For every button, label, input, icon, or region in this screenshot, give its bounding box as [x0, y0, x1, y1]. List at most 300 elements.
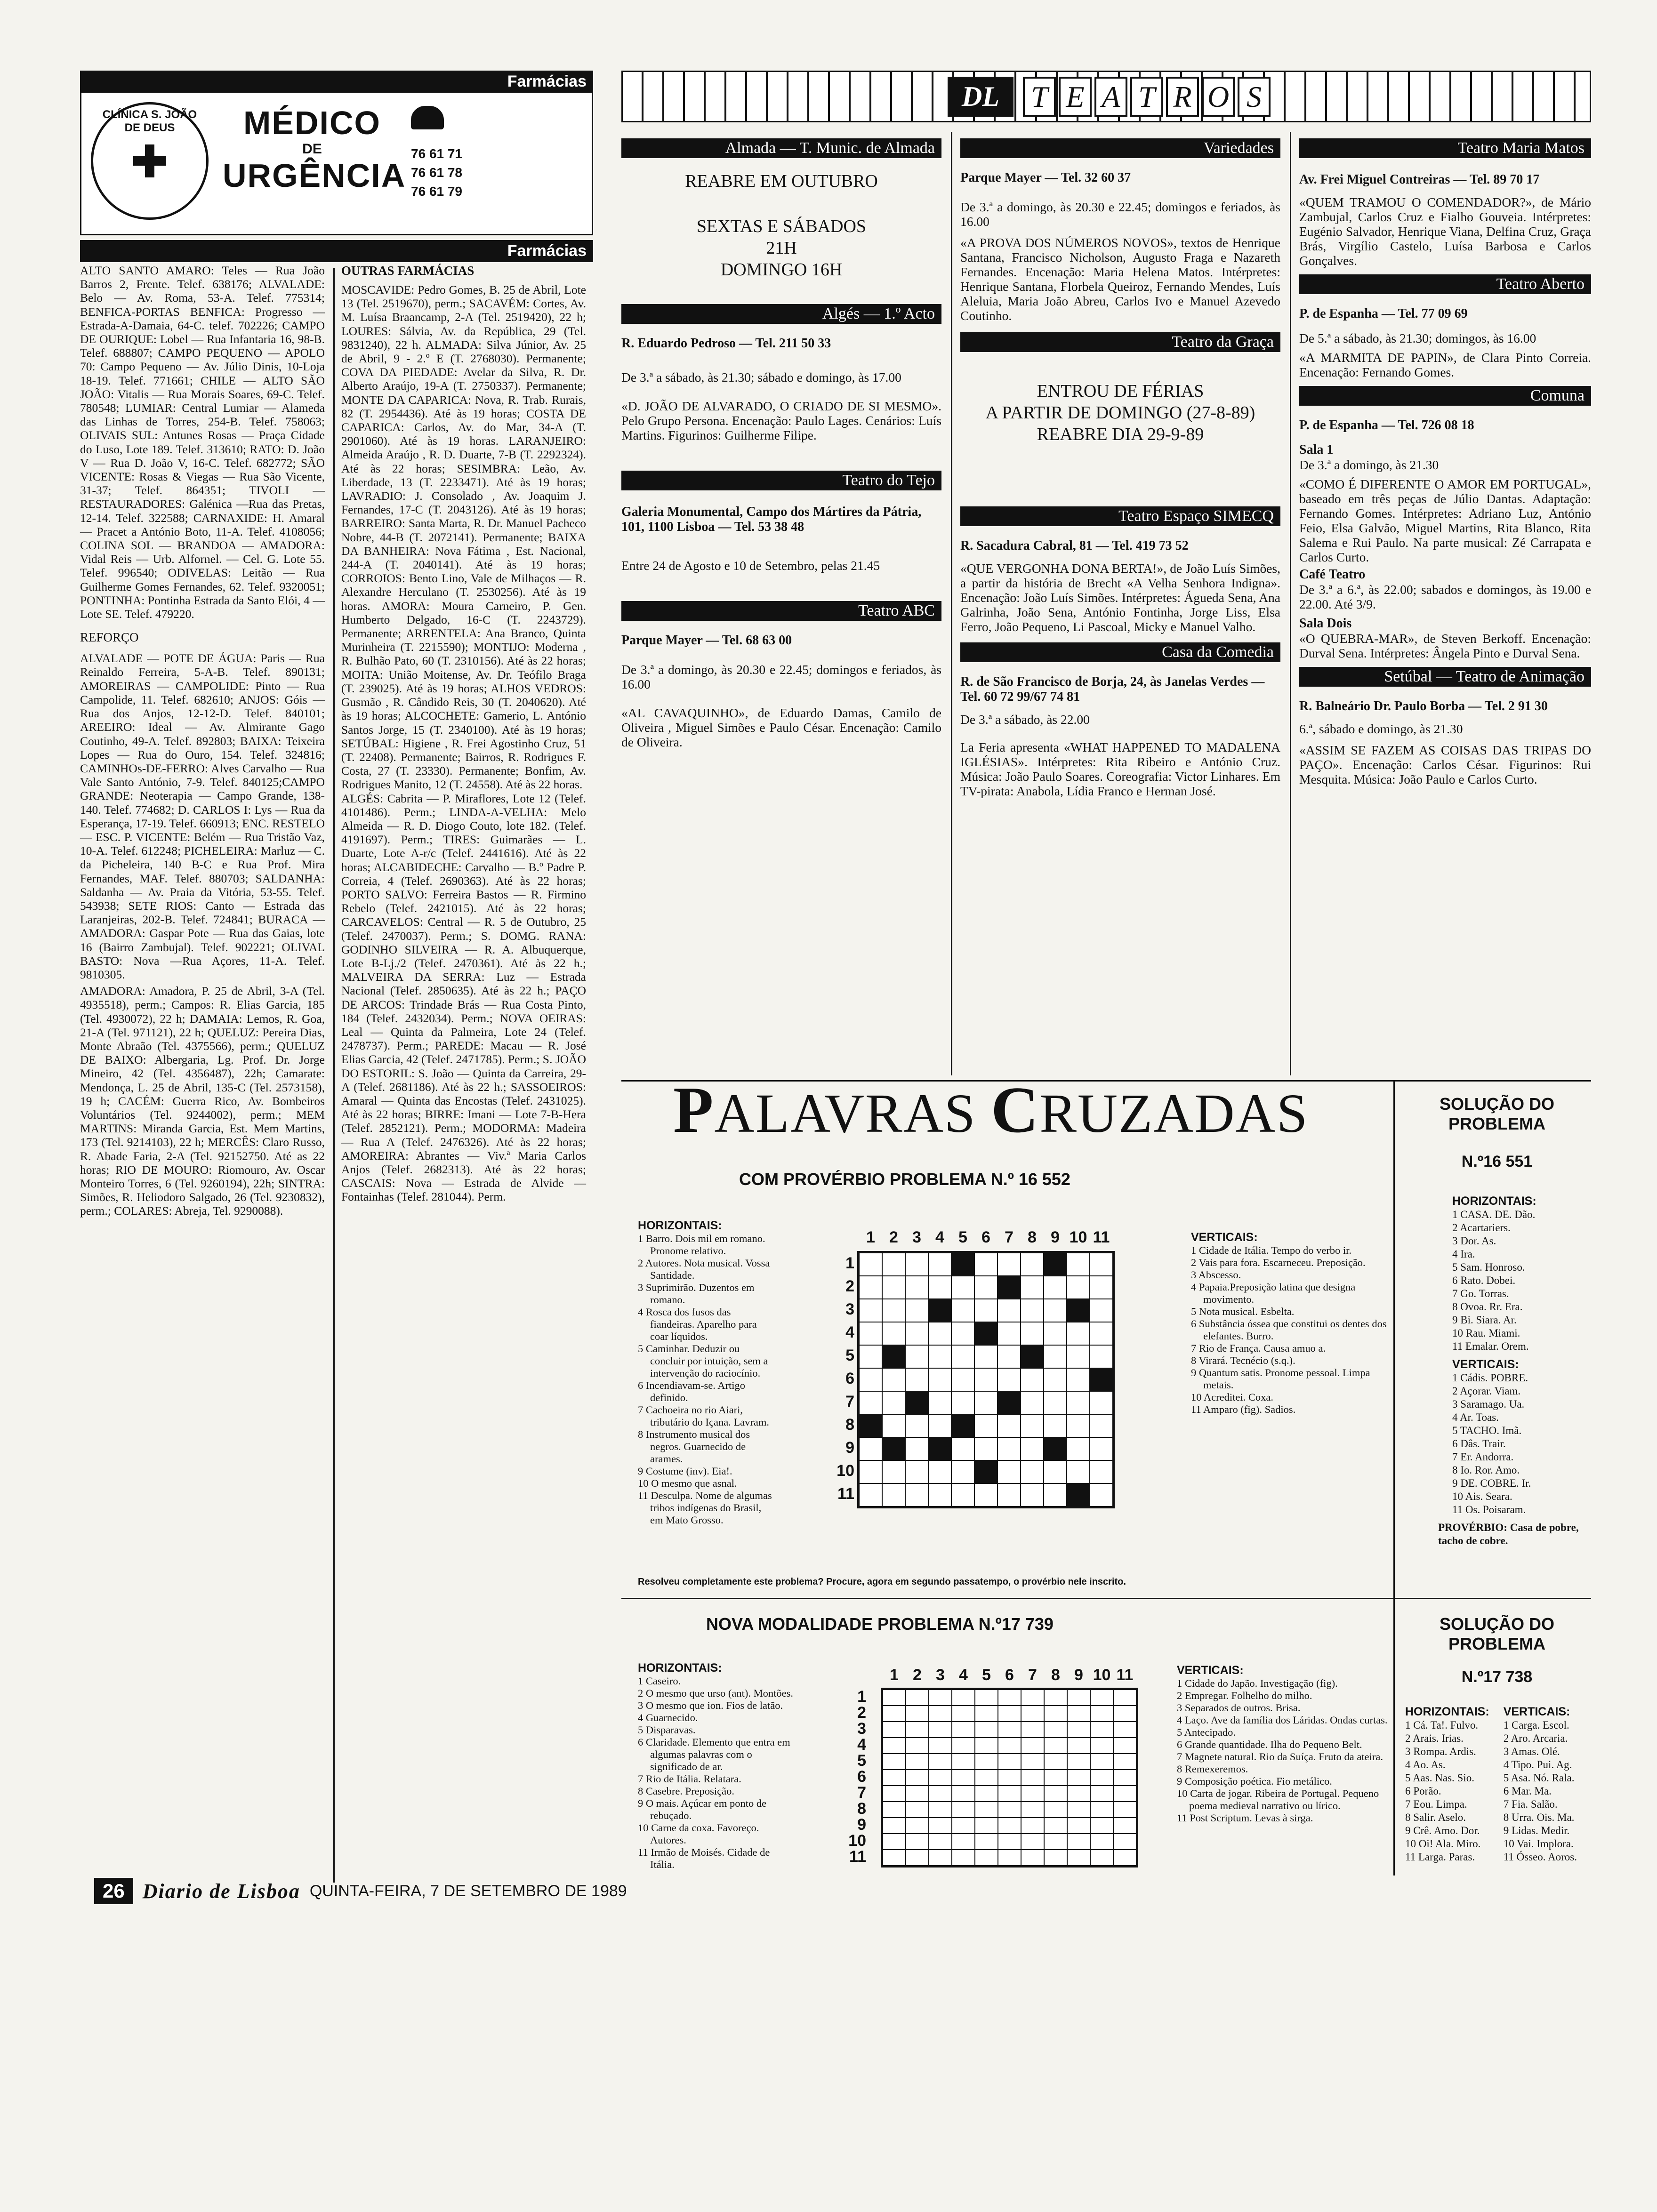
row-number: 8 [845, 1416, 854, 1434]
grid-cell[interactable] [1067, 1690, 1090, 1706]
grid-cell[interactable] [928, 1414, 951, 1437]
grid-cell[interactable] [1090, 1414, 1113, 1437]
grid-cell[interactable] [951, 1460, 974, 1483]
grid-cell[interactable] [883, 1770, 906, 1786]
grid-cell[interactable] [1090, 1850, 1113, 1866]
alges-body: «D. JOÃO DE ALVARADO, O CRIADO DE SI MESMO». Pelo Grupo Persona. Encenação: Paulo Lages. Cenários: Luís Martins. Figurinos: Guilherme Filipe. [621, 399, 941, 442]
grid-cell[interactable] [1067, 1460, 1090, 1483]
grid-cell[interactable] [1067, 1483, 1090, 1507]
grid-cell[interactable] [1067, 1722, 1090, 1738]
grid-cell[interactable] [998, 1802, 1021, 1818]
grid-cell[interactable] [1021, 1754, 1044, 1770]
comedia-hours: De 3.ª a sábado, às 22.00 [960, 712, 1090, 727]
grid-cell[interactable] [882, 1276, 905, 1299]
grid-cell[interactable] [1044, 1722, 1067, 1738]
grid-cell[interactable] [1021, 1834, 1044, 1850]
clue-item: 9 Quantum satis. Pronome pessoal. Limpa metais. [1191, 1367, 1370, 1391]
grid-cell[interactable] [997, 1368, 1021, 1391]
grid-cell[interactable] [952, 1738, 975, 1754]
grid-cell[interactable] [859, 1437, 882, 1460]
grid-cell[interactable] [883, 1834, 906, 1850]
grid-cell[interactable] [859, 1460, 882, 1483]
grid-cell[interactable] [1113, 1770, 1136, 1786]
grid-cell[interactable] [1021, 1345, 1044, 1368]
grid-cell[interactable] [1067, 1818, 1090, 1834]
grid-cell[interactable] [905, 1460, 928, 1483]
grid-cell[interactable] [905, 1299, 928, 1322]
grid-cell[interactable] [951, 1391, 974, 1414]
cw2-vertical-clues [1177, 1664, 1393, 1824]
grid-cell[interactable] [1044, 1253, 1067, 1276]
grid-cell[interactable] [1044, 1706, 1067, 1722]
column-number: 1 [866, 1228, 875, 1246]
grid-cell[interactable] [883, 1706, 906, 1722]
grid-cell[interactable] [929, 1850, 952, 1866]
grid-cell[interactable] [1090, 1437, 1113, 1460]
grid-cell[interactable] [1067, 1850, 1090, 1866]
grid-cell[interactable] [974, 1368, 997, 1391]
grid-cell[interactable] [974, 1483, 997, 1507]
grid-cell[interactable] [952, 1834, 975, 1850]
grid-cell[interactable] [1067, 1414, 1090, 1437]
heading-letter: O [1202, 77, 1235, 117]
grid-cell[interactable] [859, 1368, 882, 1391]
grid-cell[interactable] [1044, 1770, 1067, 1786]
grid-cell[interactable] [1090, 1391, 1113, 1414]
grid-cell[interactable] [1067, 1391, 1090, 1414]
clue-item: 8 Remexeremos. [1177, 1763, 1248, 1775]
grid-cell[interactable] [882, 1253, 905, 1276]
grid-cell[interactable] [1113, 1754, 1136, 1770]
grid-cell[interactable] [883, 1722, 906, 1738]
grid-cell[interactable] [1044, 1437, 1067, 1460]
grid-cell[interactable] [906, 1770, 929, 1786]
grid-cell[interactable] [998, 1754, 1021, 1770]
grid-cell[interactable] [928, 1253, 951, 1276]
grid-cell[interactable] [906, 1722, 929, 1738]
grid-cell[interactable] [1090, 1738, 1113, 1754]
grid-cell[interactable] [906, 1690, 929, 1706]
grid-cell[interactable] [882, 1299, 905, 1322]
grid-cell[interactable] [1044, 1738, 1067, 1754]
grid-cell[interactable] [975, 1722, 998, 1738]
grid-cell[interactable] [952, 1754, 975, 1770]
grid-cell[interactable] [1090, 1818, 1113, 1834]
grid-cell[interactable] [951, 1414, 974, 1437]
proverb-note: Resolveu completamente este problema? Procure, agora em segundo passatempo, o provérbio nele inscrito. [638, 1577, 1126, 1587]
grid-cell[interactable] [1090, 1770, 1113, 1786]
grid-cell[interactable] [1021, 1738, 1044, 1754]
grid-cell[interactable] [859, 1253, 882, 1276]
column-divider [1290, 132, 1291, 1075]
grid-cell[interactable] [951, 1437, 974, 1460]
grid-cell[interactable] [974, 1437, 997, 1460]
grid-cell[interactable] [997, 1483, 1021, 1507]
grid-cell[interactable] [906, 1818, 929, 1834]
solution-item: 2 Açorar. Viam. [1452, 1385, 1521, 1397]
verticais-heading: VERTICAIS: [1177, 1664, 1244, 1677]
grid-cell[interactable] [1090, 1322, 1113, 1345]
grid-cell[interactable] [952, 1802, 975, 1818]
grid-cell[interactable] [974, 1276, 997, 1299]
grid-cell[interactable] [1090, 1722, 1113, 1738]
grid-cell[interactable] [1067, 1276, 1090, 1299]
grid-cell[interactable] [974, 1391, 997, 1414]
grid-cell[interactable] [928, 1483, 951, 1507]
grid-cell[interactable] [1021, 1818, 1044, 1834]
grid-cell[interactable] [1044, 1850, 1067, 1866]
grid-cell[interactable] [929, 1738, 952, 1754]
grid-cell[interactable] [998, 1770, 1021, 1786]
grid-cell[interactable] [1021, 1437, 1044, 1460]
grid-cell[interactable] [906, 1738, 929, 1754]
grid-cell[interactable] [1067, 1834, 1090, 1850]
grid-cell[interactable] [1021, 1299, 1044, 1322]
crossword-grid[interactable] [857, 1251, 1115, 1508]
grid-cell[interactable] [859, 1391, 882, 1414]
grid-cell[interactable] [905, 1391, 928, 1414]
grid-cell[interactable] [1067, 1770, 1090, 1786]
grid-cell[interactable] [998, 1706, 1021, 1722]
grid-cell[interactable] [928, 1299, 951, 1322]
grid-cell[interactable] [951, 1483, 974, 1507]
grid-cell[interactable] [929, 1818, 952, 1834]
grid-cell[interactable] [906, 1754, 929, 1770]
column-number: 8 [1028, 1228, 1037, 1246]
grid-cell[interactable] [1067, 1738, 1090, 1754]
grid-cell[interactable] [1044, 1802, 1067, 1818]
clue-item: 3 Suprimirão. Duzentos em romano. [638, 1282, 755, 1306]
phone-numbers [411, 144, 462, 201]
grid-cell[interactable] [1090, 1706, 1113, 1722]
grid-cell[interactable] [975, 1850, 998, 1866]
grid-cell[interactable] [997, 1276, 1021, 1299]
grid-cell[interactable] [997, 1391, 1021, 1414]
aberto-body: «A MARMITA DE PAPIN», de Clara Pinto Correia. Encenação: Fernando Gomes. [1299, 350, 1591, 379]
grid-cell[interactable] [1090, 1483, 1113, 1507]
row-number: 7 [857, 1784, 866, 1802]
grid-cell[interactable] [1113, 1706, 1136, 1722]
grid-cell[interactable] [883, 1738, 906, 1754]
grid-cell[interactable] [998, 1786, 1021, 1802]
grid-cell[interactable] [997, 1322, 1021, 1345]
grid-cell[interactable] [952, 1690, 975, 1706]
grid-cell[interactable] [1113, 1722, 1136, 1738]
grid-cell[interactable] [975, 1786, 998, 1802]
grid-cell[interactable] [952, 1818, 975, 1834]
grid-cell[interactable] [1067, 1368, 1090, 1391]
grid-cell[interactable] [1090, 1368, 1113, 1391]
clue-item: 1 Caseiro. [638, 1675, 681, 1687]
grid-cell[interactable] [952, 1770, 975, 1786]
grid-cell[interactable] [974, 1414, 997, 1437]
grid-cell[interactable] [974, 1253, 997, 1276]
grid-cell[interactable] [951, 1253, 974, 1276]
problem-17739-title: NOVA MODALIDADE PROBLEMA N.º17 739 [706, 1614, 1054, 1634]
clue-item: 10 Acreditei. Coxa. [1191, 1391, 1273, 1403]
grid-cell[interactable] [997, 1414, 1021, 1437]
grid-cell[interactable] [905, 1368, 928, 1391]
solution-item: 3 Dor. As. [1452, 1235, 1496, 1247]
grid-cell[interactable] [1067, 1437, 1090, 1460]
grid-cell[interactable] [998, 1690, 1021, 1706]
grid-cell[interactable] [974, 1299, 997, 1322]
grid-cell[interactable] [905, 1345, 928, 1368]
grid-cell[interactable] [1090, 1253, 1113, 1276]
grid-cell[interactable] [1090, 1690, 1113, 1706]
grid-cell[interactable] [883, 1850, 906, 1866]
grid-cell[interactable] [1067, 1754, 1090, 1770]
solution-item: 1 Carga. Escol. [1503, 1719, 1569, 1731]
grid-cell[interactable] [1044, 1483, 1067, 1507]
grid-cell[interactable] [1090, 1276, 1113, 1299]
grid-cell[interactable] [1021, 1770, 1044, 1786]
grid-cell[interactable] [1044, 1690, 1067, 1706]
grid-cell[interactable] [975, 1818, 998, 1834]
grid-cell[interactable] [952, 1722, 975, 1738]
column-number: 11 [1116, 1666, 1134, 1684]
row-number: 5 [857, 1752, 866, 1770]
grid-cell[interactable] [859, 1299, 882, 1322]
grid-cell[interactable] [1021, 1850, 1044, 1866]
clue-item: 1 Barro. Dois mil em romano. Pronome relativo. [638, 1233, 765, 1257]
grid-cell[interactable] [1044, 1834, 1067, 1850]
grid-cell[interactable] [997, 1437, 1021, 1460]
grid-cell[interactable] [1021, 1253, 1044, 1276]
solution-item: 6 Rato. Dobei. [1452, 1274, 1516, 1286]
grid-cell[interactable] [951, 1322, 974, 1345]
grid-cell[interactable] [906, 1802, 929, 1818]
grid-cell[interactable] [1090, 1834, 1113, 1850]
grid-cell[interactable] [998, 1738, 1021, 1754]
grid-cell[interactable] [951, 1299, 974, 1322]
grid-cell[interactable] [928, 1460, 951, 1483]
grid-cell[interactable] [1067, 1299, 1090, 1322]
page-footer [94, 1877, 1506, 1905]
grid-cell[interactable] [928, 1322, 951, 1345]
grid-cell[interactable] [1113, 1738, 1136, 1754]
grid-cell[interactable] [883, 1786, 906, 1802]
grid-cell[interactable] [859, 1276, 882, 1299]
mariamatos-address: Av. Frei Miguel Contreiras — Tel. 89 70 17 [1299, 172, 1540, 187]
grid-cell[interactable] [1021, 1276, 1044, 1299]
grid-cell[interactable] [1044, 1345, 1067, 1368]
grid-cell[interactable] [1090, 1299, 1113, 1322]
grid-cell[interactable] [882, 1322, 905, 1345]
row-number: 6 [845, 1370, 854, 1387]
grid-cell[interactable] [1113, 1690, 1136, 1706]
grid-cell[interactable] [1021, 1786, 1044, 1802]
grid-cell[interactable] [1090, 1802, 1113, 1818]
grid-cell[interactable] [1021, 1706, 1044, 1722]
grid-cell[interactable] [997, 1345, 1021, 1368]
grid-cell[interactable] [882, 1460, 905, 1483]
grid-cell[interactable] [1067, 1322, 1090, 1345]
grid-cell[interactable] [928, 1345, 951, 1368]
grid-cell[interactable] [882, 1483, 905, 1507]
grid-cell[interactable] [929, 1722, 952, 1738]
grid-cell[interactable] [1021, 1368, 1044, 1391]
grid-cell[interactable] [859, 1322, 882, 1345]
grid-cell[interactable] [906, 1834, 929, 1850]
grid-cell[interactable] [1044, 1368, 1067, 1391]
grid-cell[interactable] [859, 1345, 882, 1368]
grid-cell[interactable] [859, 1483, 882, 1507]
grid-cell[interactable] [1067, 1802, 1090, 1818]
grid-cell[interactable] [975, 1834, 998, 1850]
grid-cell[interactable] [1113, 1818, 1136, 1834]
grid-cell[interactable] [1044, 1299, 1067, 1322]
grid-cell[interactable] [1090, 1345, 1113, 1368]
column-divider [1393, 1080, 1395, 1875]
grid-cell[interactable] [1021, 1483, 1044, 1507]
column-number: 11 [1093, 1228, 1110, 1246]
variedades-body: «A PROVA DOS NÚMEROS NOVOS», textos de Henrique Santana, Francisco Nicholson, Augusto Fraga e Nazareth Fernandes. Encenação: Maria Helena Matos. Intérpretes: Henrique Santana, Florbela Queiroz, Fernando Mendes, Luís Aleluia, Maria João Abreu, Carlos Ivo e Manuel Azevedo Coutinho. [960, 235, 1280, 323]
grid-cell[interactable] [1090, 1754, 1113, 1770]
grid-cell[interactable] [1021, 1690, 1044, 1706]
grid-cell[interactable] [1090, 1786, 1113, 1802]
clue-list [1177, 1677, 1393, 1824]
grid-cell[interactable] [952, 1850, 975, 1866]
grid-cell[interactable] [974, 1345, 997, 1368]
clue-item: 5 Disparavas. [638, 1724, 696, 1736]
grid-cell[interactable] [905, 1437, 928, 1460]
grid-cell[interactable] [1021, 1322, 1044, 1345]
grid-cell[interactable] [883, 1802, 906, 1818]
grid-cell[interactable] [1021, 1414, 1044, 1437]
aberto-bar: Teatro Aberto [1299, 274, 1591, 294]
grid-cell[interactable] [929, 1690, 952, 1706]
row-number: 1 [857, 1688, 866, 1706]
grid-cell[interactable] [975, 1690, 998, 1706]
solution-verticais: VERTICAIS: [1503, 1705, 1570, 1718]
aberto-address: P. de Espanha — Tel. 77 09 69 [1299, 306, 1468, 321]
masthead: Diario de Lisboa [142, 1879, 300, 1903]
grid-cell[interactable] [1067, 1345, 1090, 1368]
grid-cell[interactable] [998, 1834, 1021, 1850]
grid-cell[interactable] [1044, 1322, 1067, 1345]
grid-cell[interactable] [906, 1786, 929, 1802]
heading-letter: E [1059, 77, 1092, 117]
grid-cell[interactable] [952, 1706, 975, 1722]
grid-cell[interactable] [952, 1786, 975, 1802]
grid-cell[interactable] [882, 1345, 905, 1368]
grid-cell[interactable] [883, 1690, 906, 1706]
grid-cell[interactable] [883, 1754, 906, 1770]
grid-cell[interactable] [1021, 1802, 1044, 1818]
solution-item: 6 Porão. [1405, 1785, 1441, 1797]
grid-cell[interactable] [859, 1414, 882, 1437]
grid-cell[interactable] [929, 1706, 952, 1722]
grid-cell[interactable] [882, 1414, 905, 1437]
grid-cell[interactable] [906, 1706, 929, 1722]
row-number: 10 [848, 1832, 866, 1850]
grid-cell[interactable] [1044, 1391, 1067, 1414]
grid-cell[interactable] [882, 1391, 905, 1414]
palavras-cruzadas-title [673, 1074, 1309, 1146]
grid-cell[interactable] [1113, 1802, 1136, 1818]
grid-cell[interactable] [1044, 1414, 1067, 1437]
grid-cell[interactable] [975, 1738, 998, 1754]
grid-row-numbers [836, 1252, 854, 1506]
grid-cell[interactable] [974, 1460, 997, 1483]
grid-cell[interactable] [905, 1322, 928, 1345]
grid-cell[interactable] [998, 1818, 1021, 1834]
page-number: 26 [94, 1878, 133, 1904]
grid-cell[interactable] [1067, 1253, 1090, 1276]
grid-cell[interactable] [997, 1299, 1021, 1322]
solution-item: 3 Rompa. Ardis. [1405, 1746, 1476, 1757]
grid-cell[interactable] [1021, 1391, 1044, 1414]
grid-cell[interactable] [975, 1706, 998, 1722]
grid-cell[interactable] [1067, 1786, 1090, 1802]
grid-cell[interactable] [997, 1460, 1021, 1483]
solution-item: 4 Ao. As. [1405, 1759, 1446, 1771]
grid-cell[interactable] [905, 1483, 928, 1507]
clue-item: 1 Cidade do Japão. Investigação (fig). [1177, 1677, 1338, 1689]
grid-cell[interactable] [928, 1391, 951, 1414]
clue-item: 3 O mesmo que ion. Fios de latão. [638, 1699, 783, 1711]
grid-cell[interactable] [1113, 1786, 1136, 1802]
grid-cell[interactable] [1090, 1460, 1113, 1483]
grid-cell[interactable] [975, 1770, 998, 1786]
grid-cell[interactable] [928, 1368, 951, 1391]
grid-cell[interactable] [1044, 1818, 1067, 1834]
grid-cell[interactable] [928, 1437, 951, 1460]
grid-cell[interactable] [1044, 1276, 1067, 1299]
grid-cell[interactable] [929, 1802, 952, 1818]
grid-cell[interactable] [1113, 1834, 1136, 1850]
grid-cell[interactable] [1021, 1722, 1044, 1738]
crossword-grid[interactable] [881, 1688, 1138, 1867]
grid-cell[interactable] [975, 1802, 998, 1818]
grid-cell[interactable] [905, 1276, 928, 1299]
pharmacy-column-1 [80, 264, 328, 1218]
grid-cell[interactable] [1044, 1460, 1067, 1483]
column-number: 10 [1093, 1666, 1111, 1684]
grid-cell[interactable] [951, 1276, 974, 1299]
grid-cell[interactable] [951, 1345, 974, 1368]
grid-cell[interactable] [1044, 1754, 1067, 1770]
grid-cell[interactable] [883, 1818, 906, 1834]
grid-cell[interactable] [905, 1253, 928, 1276]
grid-cell[interactable] [882, 1368, 905, 1391]
grid-cell[interactable] [928, 1276, 951, 1299]
grid-cell[interactable] [1113, 1850, 1136, 1866]
grid-cell[interactable] [929, 1834, 952, 1850]
grid-cell[interactable] [1067, 1706, 1090, 1722]
grid-cell[interactable] [997, 1253, 1021, 1276]
grid-cell[interactable] [906, 1850, 929, 1866]
solution-verticais-col [1504, 1705, 1577, 1864]
grid-cell[interactable] [951, 1368, 974, 1391]
grid-cell[interactable] [929, 1786, 952, 1802]
grid-cell[interactable] [905, 1414, 928, 1437]
grid-cell[interactable] [929, 1754, 952, 1770]
phone-number: 76 61 78 [411, 165, 462, 180]
solution-list [1504, 1719, 1577, 1864]
phone-number: 76 61 79 [411, 184, 462, 199]
solution-item: 10 Ais. Seara. [1452, 1491, 1512, 1502]
grid-cell[interactable] [998, 1850, 1021, 1866]
grid-cell[interactable] [1044, 1786, 1067, 1802]
grid-cell[interactable] [974, 1322, 997, 1345]
grid-cell[interactable] [998, 1722, 1021, 1738]
grid-cell[interactable] [1021, 1460, 1044, 1483]
grid-cell[interactable] [929, 1770, 952, 1786]
grid-cell[interactable] [975, 1754, 998, 1770]
grid-cell[interactable] [882, 1437, 905, 1460]
